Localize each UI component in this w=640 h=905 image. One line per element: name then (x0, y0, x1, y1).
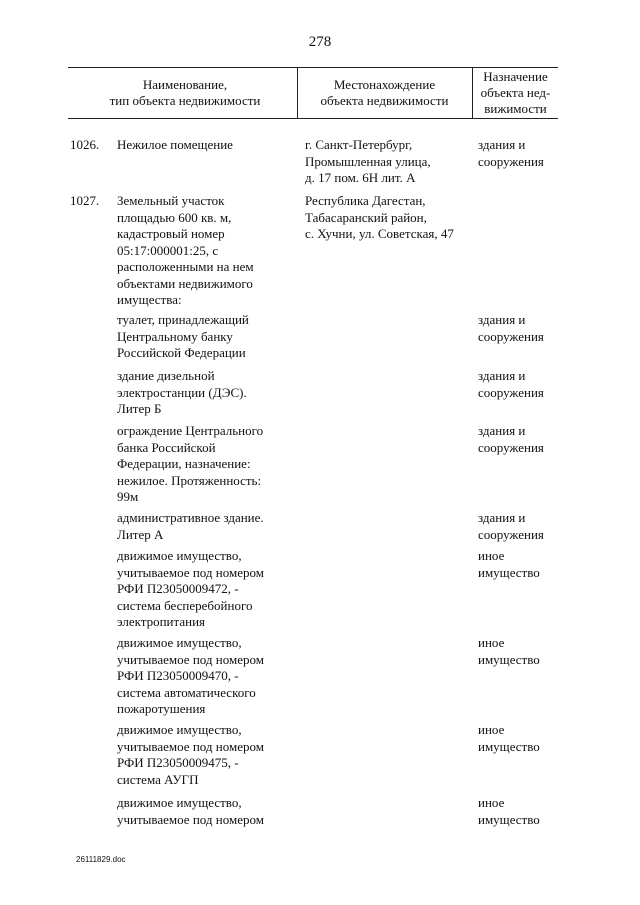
sub-object-name: административное здание. Литер А (117, 510, 264, 542)
column-header-purpose (473, 69, 558, 117)
sub-object-purpose: иное имущество (478, 722, 540, 754)
column-header-location (298, 77, 471, 109)
document-filename: 26111829.doc (76, 855, 126, 864)
sub-object-name: движимое имущество, учитываемое под номером (117, 795, 264, 827)
object-purpose: здания и сооружения (478, 137, 544, 169)
object-name: Нежилое помещение (117, 137, 233, 152)
object-name: Земельный участок площадью 600 кв. м, кадастровый номер 05:17:000001:25, с расположенными на нем объектами недвижимого имущества: (117, 193, 254, 307)
column-header-purpose-text: Назначение объекта нед- вижимости (480, 69, 551, 116)
sub-object-name: движимое имущество, учитываемое под номером РФИ П23050009470, - система автоматического пожаротушения (117, 635, 264, 716)
table-header-bottom-rule (68, 118, 558, 119)
sub-object-purpose: здания и сооружения (478, 312, 544, 344)
table-header-top-rule (68, 67, 558, 68)
sub-object-name: ограждение Центрального банка Российской Федерации, назначение: нежилое. Протяженность: 99м (117, 423, 264, 504)
sub-object-purpose: иное имущество (478, 795, 540, 827)
object-location: Республика Дагестан, Табасаранский район, с. Хучни, ул. Советская, 47 (305, 193, 454, 241)
page-number: 278 (308, 34, 332, 50)
sub-object-name: туалет, принадлежащий Центральному банку Российской Федерации (117, 312, 249, 360)
sub-object-purpose: иное имущество (478, 548, 540, 580)
column-header-name-text: Наименование, тип объекта недвижимости (109, 77, 261, 108)
sub-object-name: здание дизельной электростанции (ДЭС). Литер Б (117, 368, 247, 416)
sub-object-name: движимое имущество, учитываемое под номером РФИ П23050009475, - система АУГП (117, 722, 264, 787)
column-header-location-text: Местонахождение объекта недвижимости (320, 77, 449, 108)
sub-object-purpose: здания и сооружения (478, 510, 544, 542)
column-header-name (75, 77, 295, 109)
sub-object-purpose: здания и сооружения (478, 368, 544, 400)
row-number: 1026. (70, 137, 100, 152)
sub-object-purpose: здания и сооружения (478, 423, 544, 455)
sub-object-purpose: иное имущество (478, 635, 540, 667)
row-number: 1027. (70, 193, 100, 208)
object-location: г. Санкт-Петербург, Промышленная улица, д. 17 пом. 6Н лит. А (305, 137, 431, 185)
sub-object-name: движимое имущество, учитываемое под номером РФИ П23050009472, - система бесперебойного электропитания (117, 548, 264, 629)
